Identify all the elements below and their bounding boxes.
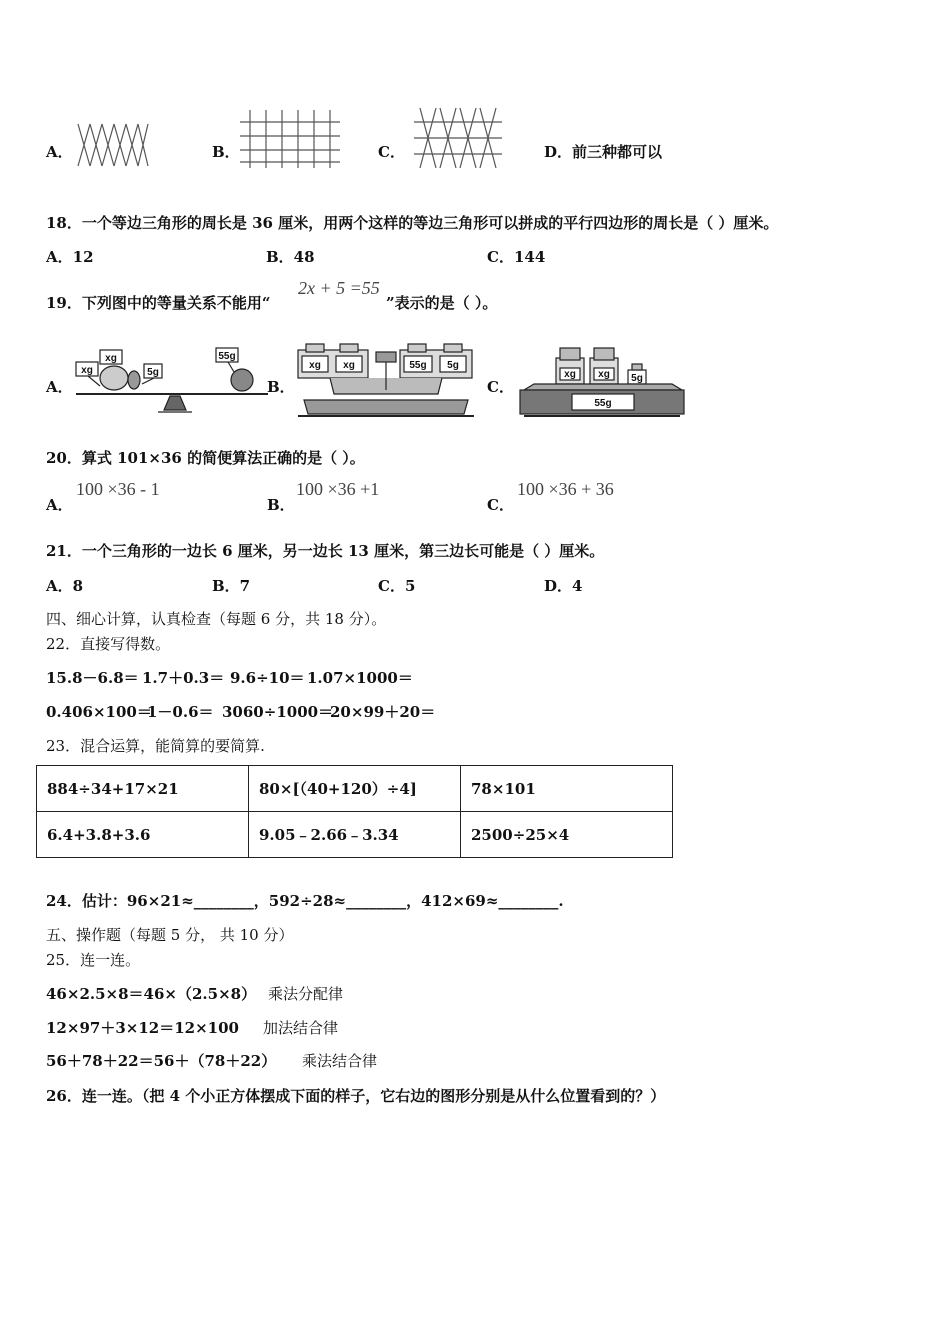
q19-equation: 2x + 5 =55 bbox=[298, 278, 380, 298]
q19-figure-c-digital-scale bbox=[516, 344, 688, 420]
q19-fig-b-box2: xg bbox=[343, 360, 355, 371]
q21-stem: 21．一个三角形的一边长 6 厘米，另一边长 13 厘米，第三边长可能是（ ）厘米。 bbox=[46, 542, 605, 560]
q21-option-d: D．4 bbox=[544, 577, 583, 595]
table-cell: 80×[（40+120）÷4] bbox=[249, 766, 461, 812]
q22-r2-c3: 3060÷1000＝ bbox=[222, 703, 334, 721]
q19-fig-c-box2: xg bbox=[598, 369, 610, 380]
table-cell: 9.05﹣2.66﹣3.34 bbox=[249, 812, 461, 858]
table-row bbox=[37, 812, 673, 858]
q21-option-a: A．8 bbox=[46, 577, 84, 595]
q19-fig-a-right-box: 55g bbox=[218, 351, 236, 362]
q22-r1-c1: 15.8－6.8＝ bbox=[46, 669, 139, 687]
q23-table bbox=[36, 765, 673, 858]
q18-option-b: B．48 bbox=[266, 248, 315, 266]
q17-option-d-text: 前三种都可以 bbox=[572, 143, 663, 161]
q25-right-2: 加法结合律 bbox=[263, 1019, 339, 1037]
q19-fig-b-box1: xg bbox=[309, 360, 321, 371]
q17-option-b-label: B． bbox=[212, 143, 240, 161]
q19-stem-before: 19．下列图中的等量关系不能用“ bbox=[46, 294, 271, 312]
q17-option-d-label: D． bbox=[544, 143, 573, 161]
q25-right-1: 乘法分配律 bbox=[268, 985, 344, 1003]
q20-option-a-label: A． bbox=[46, 496, 73, 514]
q25-stem: 25．连一连。 bbox=[46, 951, 141, 969]
q19-fig-c-box3: 5g bbox=[631, 373, 643, 384]
q22-r1-c2: 1.7＋0.3＝ bbox=[142, 669, 225, 687]
q18-stem: 18．一个等边三角形的周长是 36 厘米，用两个这样的等边三角形可以拼成的平行四边形的周长是（ ）厘米。 bbox=[46, 214, 779, 232]
q17-figure-b bbox=[240, 110, 340, 168]
q17-figure-a bbox=[76, 122, 150, 168]
q25-left-1: 46×2.5×8＝46×（2.5×8） bbox=[46, 985, 257, 1003]
q26-stem: 26．连一连。（把 4 个小正方体摆成下面的样子，它右边的图形分别是从什么位置看到的？） bbox=[46, 1087, 666, 1105]
q19-fig-b-box3: 55g bbox=[409, 360, 427, 371]
section5-title: 五、操作题（每题 5 分， 共 10 分） bbox=[46, 926, 294, 944]
q23-stem: 23．混合运算，能简算的要简算. bbox=[46, 737, 265, 755]
q20-option-c-math: 100 ×36 + 36 bbox=[517, 479, 614, 499]
q22-stem: 22．直接写得数。 bbox=[46, 635, 171, 653]
q20-stem: 20．算式 101×36 的简便算法正确的是（ ）。 bbox=[46, 449, 365, 467]
q19-fig-a-box2: xg bbox=[105, 353, 117, 364]
q19-figure-b-scale bbox=[294, 340, 478, 420]
q17-option-a-label: A． bbox=[46, 143, 73, 161]
q17-figure-c bbox=[414, 108, 502, 168]
q19-option-c-label: C． bbox=[487, 378, 514, 396]
q20-option-b-label: B． bbox=[267, 496, 295, 514]
q19-fig-c-box1: xg bbox=[564, 369, 576, 380]
q18-option-a: A．12 bbox=[46, 248, 94, 266]
q19-figure-a-lever-balance bbox=[72, 344, 272, 416]
q25-left-3: 56＋78＋22＝56＋（78＋22） bbox=[46, 1052, 277, 1070]
q24-stem: 24．估计：96×21≈________，592÷28≈________，412×69≈________. bbox=[46, 892, 564, 910]
q19-fig-c-display: 55g bbox=[594, 398, 612, 409]
q17-option-c-label: C． bbox=[378, 143, 405, 161]
q22-r2-c4: 20×99＋20＝ bbox=[330, 703, 436, 721]
q25-right-3: 乘法结合律 bbox=[302, 1052, 378, 1070]
q22-r2-c1: 0.406×100＝ bbox=[46, 703, 152, 721]
table-cell: 78×101 bbox=[461, 766, 673, 812]
q21-option-b: B．7 bbox=[212, 577, 251, 595]
q19-stem-after: ”表示的是（ ）。 bbox=[386, 294, 498, 312]
q20-option-b-math: 100 ×36 +1 bbox=[296, 479, 380, 499]
q21-option-c: C．5 bbox=[378, 577, 416, 595]
q19-option-a-label: A． bbox=[46, 378, 73, 396]
q22-r1-c4: 1.07×1000＝ bbox=[307, 669, 413, 687]
table-row bbox=[37, 766, 673, 812]
table-cell: 884÷34+17×21 bbox=[37, 766, 249, 812]
q19-fig-a-box3: 5g bbox=[147, 367, 159, 378]
table-cell: 6.4+3.8+3.6 bbox=[37, 812, 249, 858]
q19-fig-b-box4: 5g bbox=[447, 360, 459, 371]
q22-r2-c2: 1－0.6＝ bbox=[147, 703, 214, 721]
section4-title: 四、细心计算，认真检查（每题 6 分，共 18 分）。 bbox=[46, 610, 387, 628]
q20-option-c-label: C． bbox=[487, 496, 514, 514]
q25-left-2: 12×97＋3×12＝12×100 bbox=[46, 1019, 239, 1037]
q20-option-a-math: 100 ×36 - 1 bbox=[76, 479, 160, 499]
q19-option-b-label: B． bbox=[267, 378, 295, 396]
q22-r1-c3: 9.6÷10＝ bbox=[230, 669, 305, 687]
q19-fig-a-box1: xg bbox=[81, 365, 93, 376]
q18-option-c: C．144 bbox=[487, 248, 546, 266]
table-cell: 2500÷25×4 bbox=[461, 812, 673, 858]
